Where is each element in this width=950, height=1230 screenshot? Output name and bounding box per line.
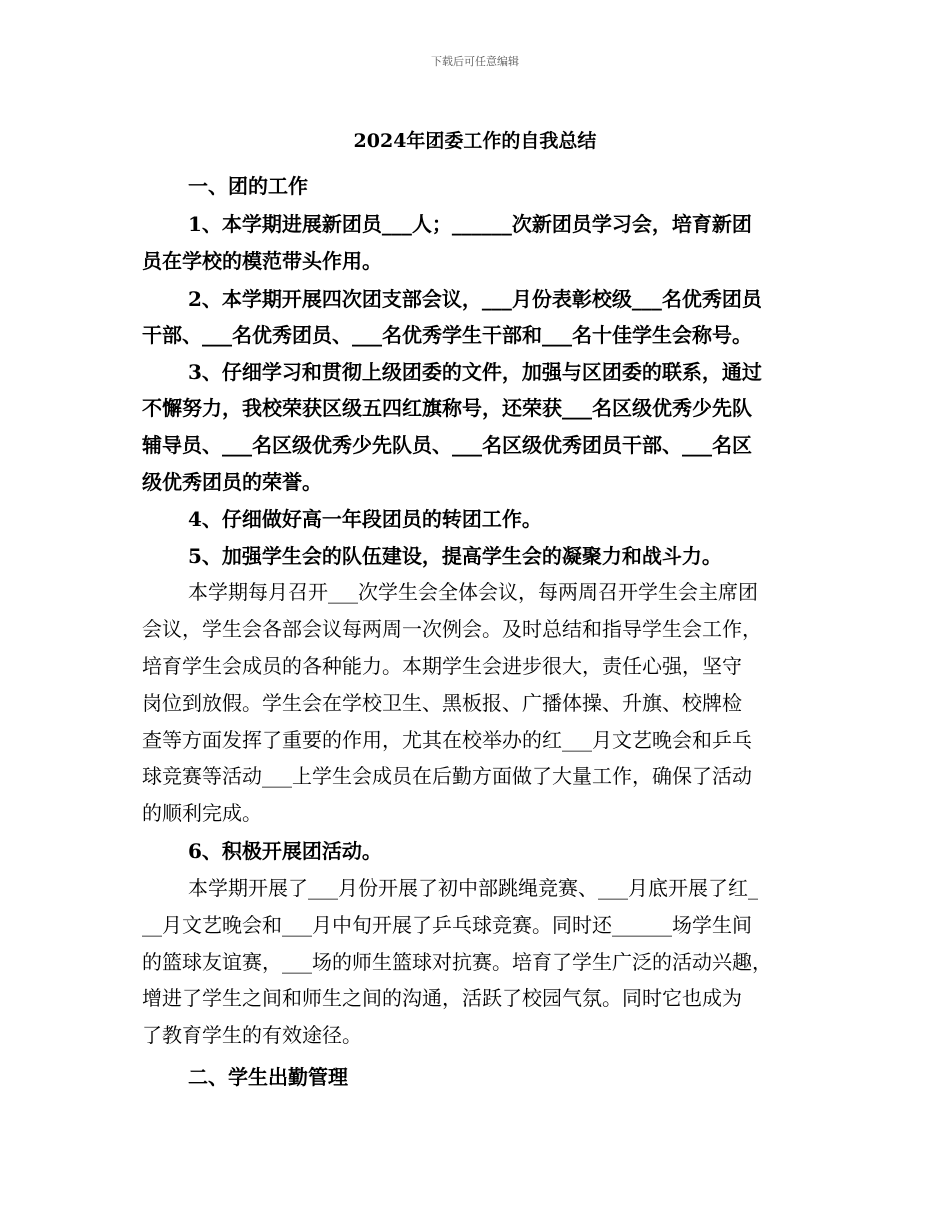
- paragraph-line: 了教育学生的有效途径。: [142, 1023, 362, 1047]
- paragraph-line: 增进了学生之间和师生之间的沟通，活跃了校园气氛。同时它也成为: [142, 986, 742, 1010]
- paragraph-line: 查等方面发挥了重要的作用，尤其在校举办的红___月文艺晚会和乒乓: [142, 728, 752, 752]
- paragraph-line: 5、加强学生会的队伍建设，提高学生会的凝聚力和战斗力。: [188, 544, 722, 568]
- paragraph-line: 1、本学期进展新团员___人；______次新团员学习会，培育新团: [188, 212, 752, 236]
- paragraph-line: 干部、___名优秀团员、___名优秀学生干部和___名十佳学生会称号。: [142, 323, 752, 347]
- paragraph-line: 的顺利完成。: [142, 801, 262, 825]
- paragraph-line: 不懈努力，我校荣获区级五四红旗称号，还荣获___名区级优秀少先队: [142, 396, 752, 420]
- paragraph-line: 辅导员、___名区级优秀少先队员、___名区级优秀团员干部、___名区: [142, 433, 752, 457]
- paragraph-line: 2、本学期开展四次团支部会议，___月份表彰校级___名优秀团员: [188, 287, 762, 311]
- paragraph-line: 级优秀团员的荣誉。: [142, 470, 322, 494]
- section-heading: 6、积极开展团活动。: [188, 839, 382, 863]
- paragraph-line: 3、仔细学习和贯彻上级团委的文件，加强与区团委的联系，通过: [188, 360, 762, 384]
- paragraph-line: 本学期开展了___月份开展了初中部跳绳竞赛、___月底开展了红_: [188, 876, 758, 900]
- paragraph-line: __月文艺晚会和___月中旬开展了乒乓球竞赛。同时还______场学生间: [142, 913, 752, 937]
- paragraph-line: 4、仔细做好高一年段团员的转团工作。: [188, 507, 542, 531]
- paragraph-line: 会议，学生会各部会议每两周一次例会。及时总结和指导学生会工作，: [142, 617, 762, 641]
- paragraph-line: 岗位到放假。学生会在学校卫生、黑板报、广播体操、升旗、校牌检: [142, 691, 742, 715]
- paragraph-line: 本学期每月召开___次学生会全体会议，每两周召开学生会主席团: [188, 580, 758, 604]
- paragraph-line: 的篮球友谊赛，___场的师生篮球对抗赛。培育了学生广泛的活动兴趣，: [142, 950, 772, 974]
- section-heading: 一、团的工作: [188, 174, 308, 198]
- paragraph-line: 培育学生会成员的各种能力。本期学生会进步很大，责任心强，坚守: [142, 654, 742, 678]
- page-title: 2024年团委工作的自我总结: [353, 130, 597, 152]
- paragraph-line: 球竞赛等活动___上学生会成员在后勤方面做了大量工作，确保了活动: [142, 764, 752, 788]
- paragraph-line: 员在学校的模范带头作用。: [142, 249, 382, 273]
- section-heading: 二、学生出勤管理: [188, 1065, 348, 1089]
- header-note: 下载后可任意编辑: [431, 55, 519, 68]
